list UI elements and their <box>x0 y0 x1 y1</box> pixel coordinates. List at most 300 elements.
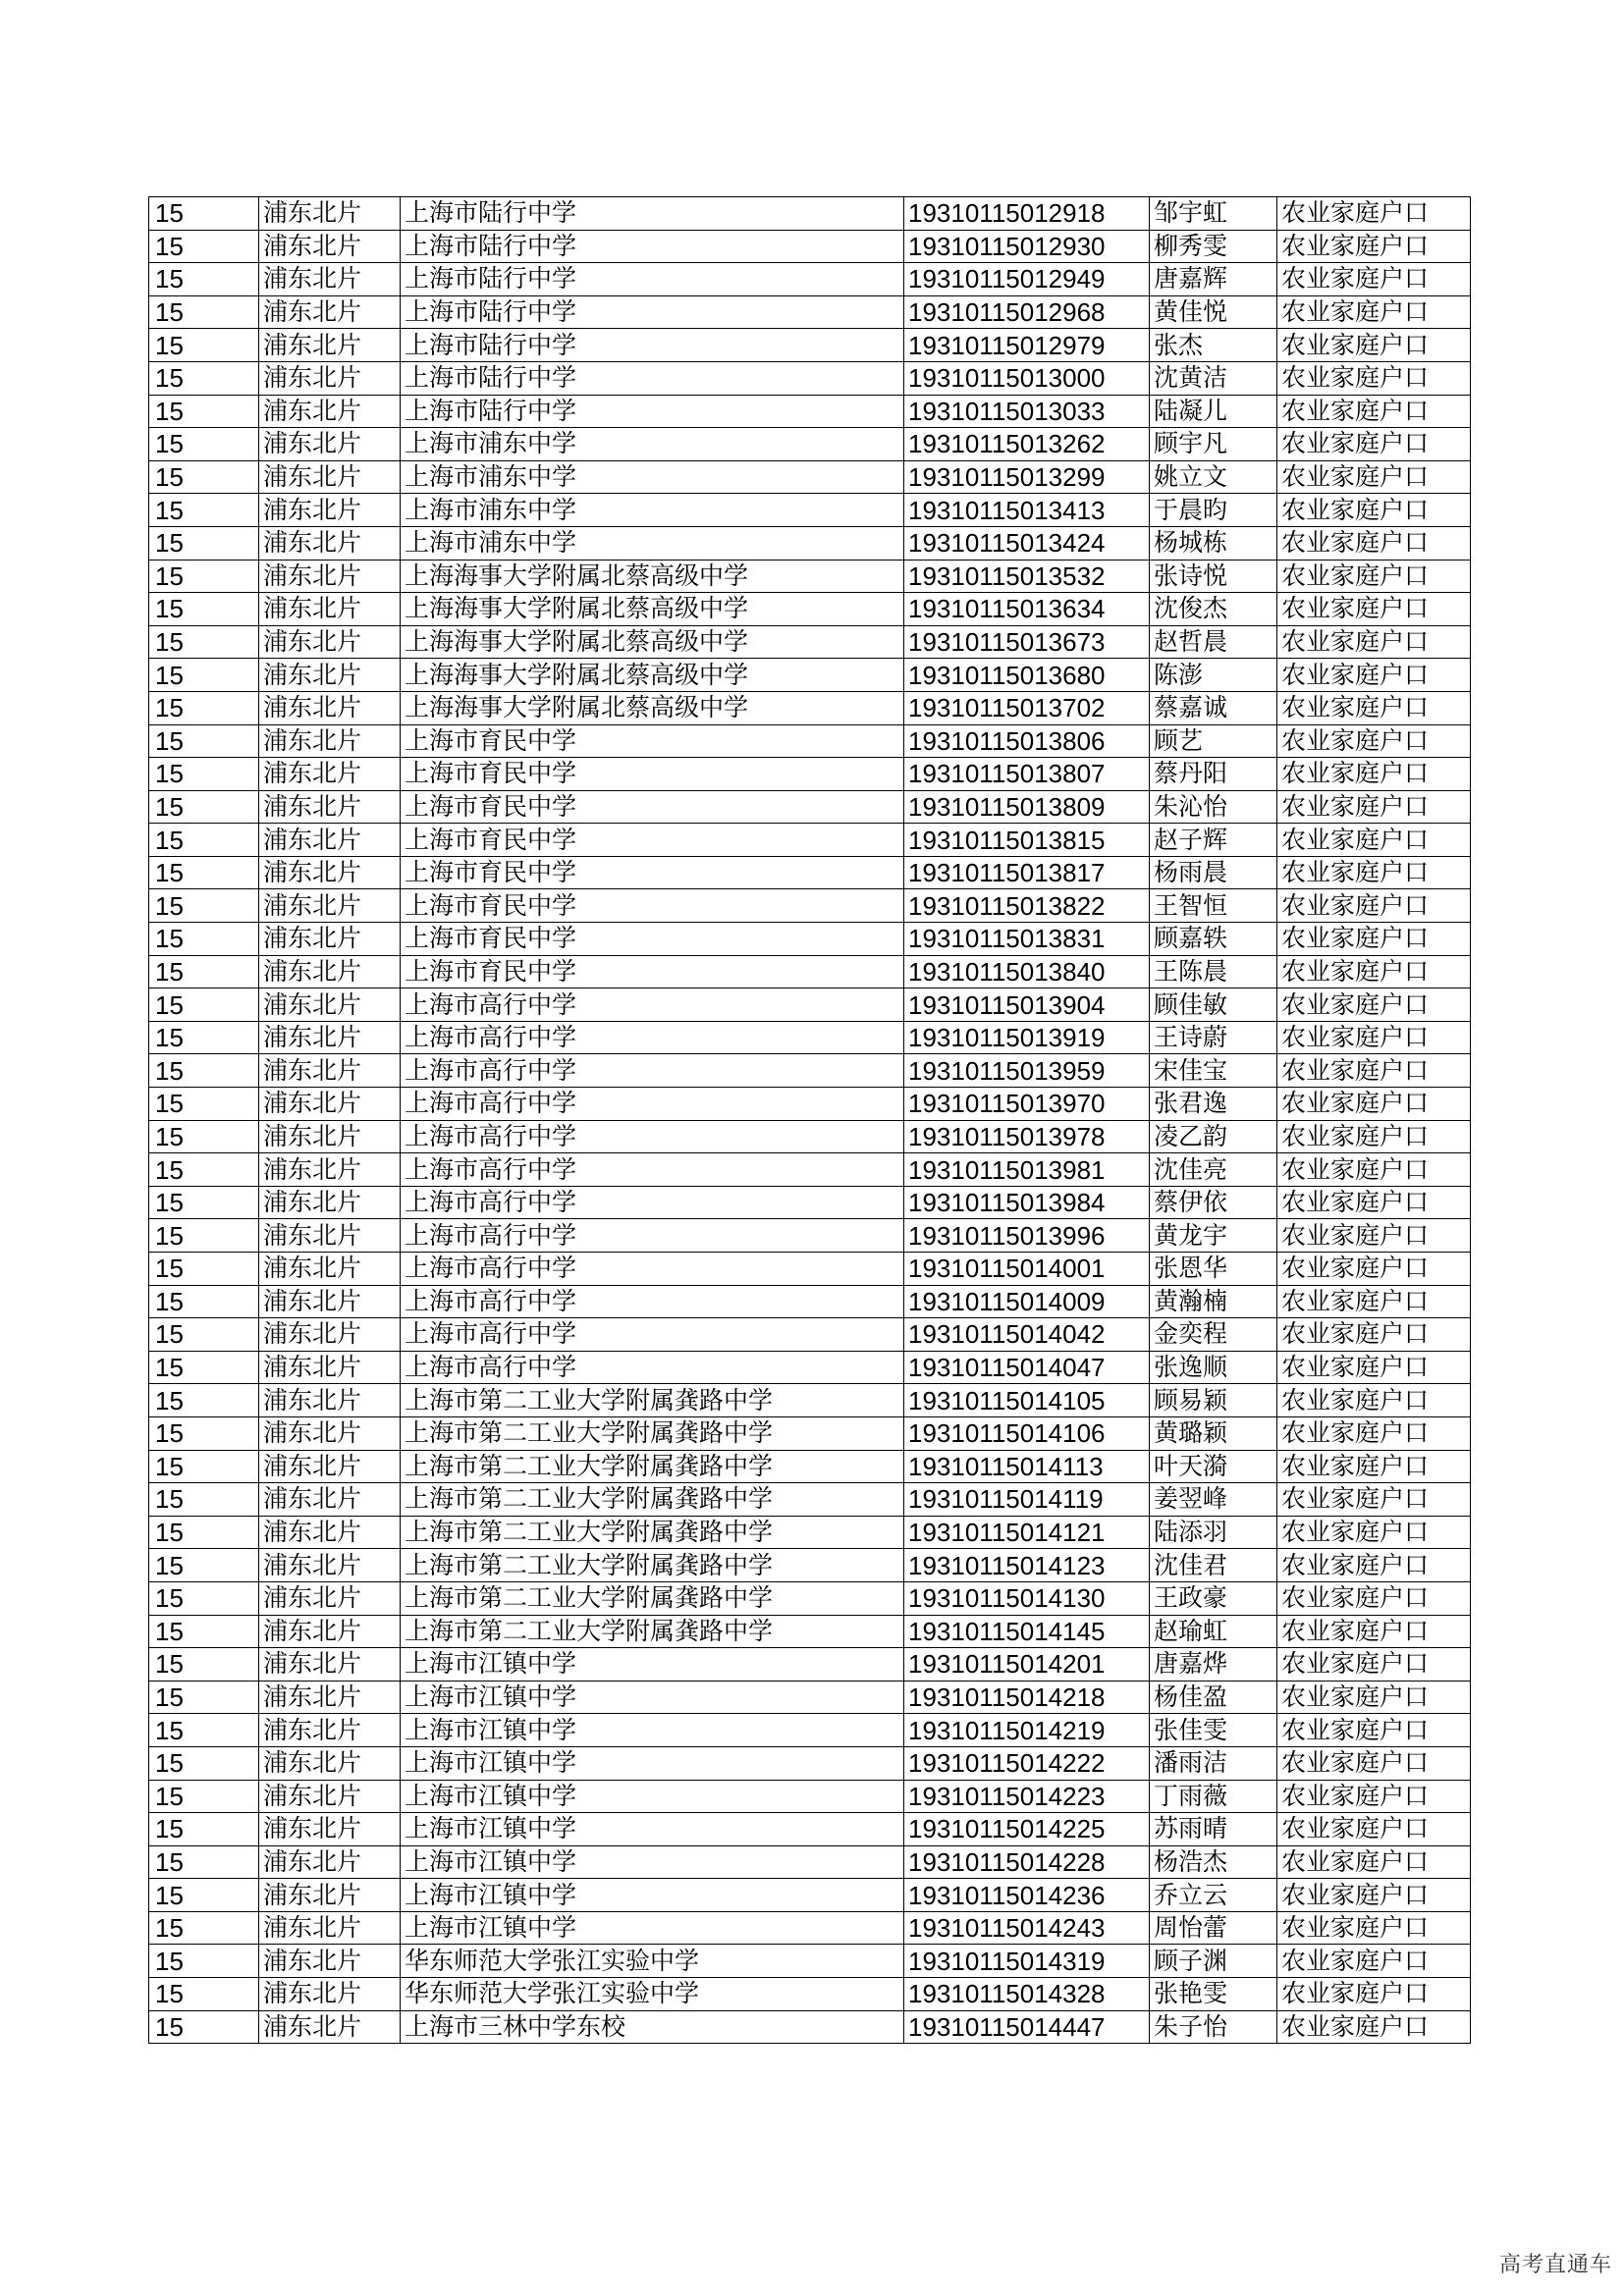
district-code-cell: 15 <box>149 1879 259 1912</box>
student-name-cell: 蔡伊依 <box>1150 1186 1277 1219</box>
district-code-cell: 15 <box>149 889 259 923</box>
district-code-cell: 15 <box>149 1219 259 1253</box>
table-row <box>149 526 1471 560</box>
school-cell: 上海市育民中学 <box>401 724 904 758</box>
household-type-cell: 农业家庭户口 <box>1277 1648 1471 1682</box>
school-cell: 上海海事大学附属北蔡高级中学 <box>401 560 904 593</box>
table-row <box>149 625 1471 659</box>
district-code-cell: 15 <box>149 1416 259 1450</box>
exam-number-cell: 19310115014243 <box>904 1911 1150 1945</box>
student-name-cell: 王诗蔚 <box>1150 1021 1277 1054</box>
table-row <box>149 1186 1471 1219</box>
table-row <box>149 395 1471 428</box>
household-type-cell: 农业家庭户口 <box>1277 230 1471 263</box>
school-cell: 上海海事大学附属北蔡高级中学 <box>401 625 904 659</box>
household-type-cell: 农业家庭户口 <box>1277 1813 1471 1846</box>
table-body <box>149 197 1471 2044</box>
exam-number-cell: 19310115014228 <box>904 1845 1150 1879</box>
household-type-cell: 农业家庭户口 <box>1277 1186 1471 1219</box>
exam-number-cell: 19310115014009 <box>904 1285 1150 1318</box>
exam-number-cell: 19310115013424 <box>904 526 1150 560</box>
district-code-cell: 15 <box>149 1813 259 1846</box>
student-name-cell: 唐嘉辉 <box>1150 263 1277 296</box>
household-type-cell: 农业家庭户口 <box>1277 1549 1471 1582</box>
table-row <box>149 1219 1471 1253</box>
district-code-cell: 15 <box>149 197 259 231</box>
student-name-cell: 陈澎 <box>1150 659 1277 692</box>
district-code-cell: 15 <box>149 1978 259 2011</box>
exam-number-cell: 19310115013033 <box>904 395 1150 428</box>
school-cell: 上海市陆行中学 <box>401 395 904 428</box>
household-type-cell: 农业家庭户口 <box>1277 1746 1471 1780</box>
school-cell: 上海市育民中学 <box>401 758 904 791</box>
exam-number-cell: 19310115013000 <box>904 361 1150 395</box>
student-name-cell: 邹宇虹 <box>1150 197 1277 231</box>
school-cell: 上海市江镇中学 <box>401 1879 904 1912</box>
exam-number-cell: 19310115013532 <box>904 560 1150 593</box>
table-row <box>149 1483 1471 1517</box>
student-name-cell: 叶天漪 <box>1150 1450 1277 1483</box>
student-name-cell: 蔡嘉诚 <box>1150 691 1277 724</box>
school-cell: 上海市育民中学 <box>401 790 904 824</box>
student-name-cell: 顾嘉轶 <box>1150 923 1277 956</box>
school-cell: 上海市高行中学 <box>401 1186 904 1219</box>
household-type-cell: 农业家庭户口 <box>1277 923 1471 956</box>
school-cell: 上海市第二工业大学附属龚路中学 <box>401 1416 904 1450</box>
student-name-cell: 杨城栋 <box>1150 526 1277 560</box>
area-cell: 浦东北片 <box>259 1088 401 1121</box>
student-name-cell: 黄佳悦 <box>1150 295 1277 329</box>
district-code-cell: 15 <box>149 1351 259 1384</box>
student-name-cell: 赵哲晨 <box>1150 625 1277 659</box>
school-cell: 上海市浦东中学 <box>401 494 904 527</box>
household-type-cell: 农业家庭户口 <box>1277 329 1471 362</box>
household-type-cell: 农业家庭户口 <box>1277 955 1471 988</box>
table-row <box>149 263 1471 296</box>
area-cell: 浦东北片 <box>259 1186 401 1219</box>
student-name-cell: 朱沁怡 <box>1150 790 1277 824</box>
student-name-cell: 顾子渊 <box>1150 1945 1277 1978</box>
table-row <box>149 1648 1471 1682</box>
student-name-cell: 张逸顺 <box>1150 1351 1277 1384</box>
district-code-cell: 15 <box>149 625 259 659</box>
district-code-cell: 15 <box>149 758 259 791</box>
district-code-cell: 15 <box>149 1911 259 1945</box>
school-cell: 上海市第二工业大学附属龚路中学 <box>401 1516 904 1549</box>
household-type-cell: 农业家庭户口 <box>1277 1978 1471 2011</box>
area-cell: 浦东北片 <box>259 1549 401 1582</box>
student-name-cell: 唐嘉烨 <box>1150 1648 1277 1682</box>
watermark-text: 高考直通车 <box>1498 2253 1612 2277</box>
school-cell: 上海市高行中学 <box>401 1054 904 1088</box>
household-type-cell: 农业家庭户口 <box>1277 659 1471 692</box>
area-cell: 浦东北片 <box>259 197 401 231</box>
household-type-cell: 农业家庭户口 <box>1277 1516 1471 1549</box>
table-row <box>149 1516 1471 1549</box>
exam-number-cell: 19310115014106 <box>904 1416 1150 1450</box>
table-row <box>149 988 1471 1022</box>
table-row <box>149 889 1471 923</box>
household-type-cell: 农业家庭户口 <box>1277 758 1471 791</box>
table-row <box>149 856 1471 889</box>
district-code-cell: 15 <box>149 1516 259 1549</box>
school-cell: 上海海事大学附属北蔡高级中学 <box>401 691 904 724</box>
exam-number-cell: 19310115012918 <box>904 197 1150 231</box>
district-code-cell: 15 <box>149 1780 259 1813</box>
table-row <box>149 691 1471 724</box>
district-code-cell: 15 <box>149 2010 259 2044</box>
area-cell: 浦东北片 <box>259 790 401 824</box>
table-row <box>149 923 1471 956</box>
area-cell: 浦东北片 <box>259 1780 401 1813</box>
household-type-cell: 农业家庭户口 <box>1277 1780 1471 1813</box>
student-name-cell: 金奕程 <box>1150 1318 1277 1352</box>
exam-number-cell: 19310115013702 <box>904 691 1150 724</box>
table-row <box>149 1978 1471 2011</box>
student-name-cell: 杨浩杰 <box>1150 1845 1277 1879</box>
exam-number-cell: 19310115014222 <box>904 1746 1150 1780</box>
area-cell: 浦东北片 <box>259 295 401 329</box>
area-cell: 浦东北片 <box>259 1681 401 1714</box>
school-cell: 上海市育民中学 <box>401 923 904 956</box>
table-row <box>149 1153 1471 1187</box>
exam-number-cell: 19310115014145 <box>904 1615 1150 1648</box>
exam-number-cell: 19310115012979 <box>904 329 1150 362</box>
exam-number-cell: 19310115013262 <box>904 428 1150 461</box>
school-cell: 上海市高行中学 <box>401 1285 904 1318</box>
district-code-cell: 15 <box>149 1186 259 1219</box>
area-cell: 浦东北片 <box>259 955 401 988</box>
household-type-cell: 农业家庭户口 <box>1277 1945 1471 1978</box>
table-row <box>149 1780 1471 1813</box>
table-row <box>149 1581 1471 1615</box>
student-name-cell: 沈佳君 <box>1150 1549 1277 1582</box>
school-cell: 上海海事大学附属北蔡高级中学 <box>401 593 904 626</box>
household-type-cell: 农业家庭户口 <box>1277 1054 1471 1088</box>
exam-number-cell: 19310115012930 <box>904 230 1150 263</box>
table-row <box>149 361 1471 395</box>
area-cell: 浦东北片 <box>259 395 401 428</box>
school-cell: 上海市高行中学 <box>401 1088 904 1121</box>
exam-number-cell: 19310115013673 <box>904 625 1150 659</box>
school-cell: 上海市第二工业大学附属龚路中学 <box>401 1450 904 1483</box>
household-type-cell: 农业家庭户口 <box>1277 395 1471 428</box>
school-cell: 上海市三林中学东校 <box>401 2010 904 2044</box>
student-name-cell: 朱子怡 <box>1150 2010 1277 2044</box>
district-code-cell: 15 <box>149 1845 259 1879</box>
table-row <box>149 1054 1471 1088</box>
table-row <box>149 1021 1471 1054</box>
household-type-cell: 农业家庭户口 <box>1277 1021 1471 1054</box>
student-name-cell: 顾佳敏 <box>1150 988 1277 1022</box>
student-name-cell: 黄龙宇 <box>1150 1219 1277 1253</box>
school-cell: 上海市育民中学 <box>401 824 904 857</box>
area-cell: 浦东北片 <box>259 1746 401 1780</box>
student-name-cell: 周怡蕾 <box>1150 1911 1277 1945</box>
household-type-cell: 农业家庭户口 <box>1277 1120 1471 1153</box>
area-cell: 浦东北片 <box>259 691 401 724</box>
exam-number-cell: 19310115014319 <box>904 1945 1150 1978</box>
table-row <box>149 560 1471 593</box>
table-row <box>149 593 1471 626</box>
student-name-cell: 柳秀雯 <box>1150 230 1277 263</box>
school-cell: 上海市江镇中学 <box>401 1813 904 1846</box>
school-cell: 上海海事大学附属北蔡高级中学 <box>401 659 904 692</box>
school-cell: 上海市育民中学 <box>401 889 904 923</box>
household-type-cell: 农业家庭户口 <box>1277 790 1471 824</box>
student-name-cell: 姜翌峰 <box>1150 1483 1277 1517</box>
household-type-cell: 农业家庭户口 <box>1277 625 1471 659</box>
exam-number-cell: 19310115014219 <box>904 1714 1150 1747</box>
household-type-cell: 农业家庭户口 <box>1277 1581 1471 1615</box>
area-cell: 浦东北片 <box>259 1384 401 1417</box>
exam-number-cell: 19310115014113 <box>904 1450 1150 1483</box>
area-cell: 浦东北片 <box>259 856 401 889</box>
household-type-cell: 农业家庭户口 <box>1277 460 1471 494</box>
exam-number-cell: 19310115013413 <box>904 494 1150 527</box>
area-cell: 浦东北片 <box>259 1021 401 1054</box>
area-cell: 浦东北片 <box>259 593 401 626</box>
exam-number-cell: 19310115014225 <box>904 1813 1150 1846</box>
district-code-cell: 15 <box>149 1549 259 1582</box>
district-code-cell: 15 <box>149 724 259 758</box>
district-code-cell: 15 <box>149 1615 259 1648</box>
area-cell: 浦东北片 <box>259 1615 401 1648</box>
school-cell: 华东师范大学张江实验中学 <box>401 1978 904 2011</box>
school-cell: 上海市江镇中学 <box>401 1911 904 1945</box>
household-type-cell: 农业家庭户口 <box>1277 1253 1471 1286</box>
exam-number-cell: 19310115012968 <box>904 295 1150 329</box>
district-code-cell: 15 <box>149 460 259 494</box>
table-row <box>149 1813 1471 1846</box>
district-code-cell: 15 <box>149 1483 259 1517</box>
exam-number-cell: 19310115013299 <box>904 460 1150 494</box>
household-type-cell: 农业家庭户口 <box>1277 295 1471 329</box>
student-name-cell: 赵子辉 <box>1150 824 1277 857</box>
table-row <box>149 460 1471 494</box>
district-code-cell: 15 <box>149 361 259 395</box>
area-cell: 浦东北片 <box>259 625 401 659</box>
area-cell: 浦东北片 <box>259 230 401 263</box>
school-cell: 上海市第二工业大学附属龚路中学 <box>401 1483 904 1517</box>
school-cell: 上海市高行中学 <box>401 1253 904 1286</box>
student-name-cell: 张艳雯 <box>1150 1978 1277 2011</box>
exam-number-cell: 19310115014105 <box>904 1384 1150 1417</box>
area-cell: 浦东北片 <box>259 1714 401 1747</box>
exam-number-cell: 19310115014001 <box>904 1253 1150 1286</box>
district-code-cell: 15 <box>149 988 259 1022</box>
admission-list-table <box>148 196 1471 2044</box>
table-row <box>149 1088 1471 1121</box>
area-cell: 浦东北片 <box>259 824 401 857</box>
exam-number-cell: 19310115014119 <box>904 1483 1150 1517</box>
school-cell: 上海市江镇中学 <box>401 1780 904 1813</box>
table-row <box>149 1253 1471 1286</box>
household-type-cell: 农业家庭户口 <box>1277 428 1471 461</box>
student-name-cell: 顾艺 <box>1150 724 1277 758</box>
exam-number-cell: 19310115014047 <box>904 1351 1150 1384</box>
student-name-cell: 潘雨洁 <box>1150 1746 1277 1780</box>
household-type-cell: 农业家庭户口 <box>1277 1714 1471 1747</box>
school-cell: 上海市浦东中学 <box>401 526 904 560</box>
table-row <box>149 1120 1471 1153</box>
table-row <box>149 1714 1471 1747</box>
exam-number-cell: 19310115014328 <box>904 1978 1150 2011</box>
district-code-cell: 15 <box>149 691 259 724</box>
exam-number-cell: 19310115014223 <box>904 1780 1150 1813</box>
student-name-cell: 沈佳亮 <box>1150 1153 1277 1187</box>
exam-number-cell: 19310115013807 <box>904 758 1150 791</box>
household-type-cell: 农业家庭户口 <box>1277 691 1471 724</box>
exam-number-cell: 19310115013817 <box>904 856 1150 889</box>
student-name-cell: 王政豪 <box>1150 1581 1277 1615</box>
exam-number-cell: 19310115013831 <box>904 923 1150 956</box>
area-cell: 浦东北片 <box>259 1054 401 1088</box>
district-code-cell: 15 <box>149 295 259 329</box>
student-name-cell: 姚立文 <box>1150 460 1277 494</box>
table-row <box>149 1746 1471 1780</box>
table-row <box>149 824 1471 857</box>
exam-number-cell: 19310115013981 <box>904 1153 1150 1187</box>
area-cell: 浦东北片 <box>259 1120 401 1153</box>
student-name-cell: 杨雨晨 <box>1150 856 1277 889</box>
student-name-cell: 陆添羽 <box>1150 1516 1277 1549</box>
exam-number-cell: 19310115013634 <box>904 593 1150 626</box>
area-cell: 浦东北片 <box>259 988 401 1022</box>
student-name-cell: 凌乙韵 <box>1150 1120 1277 1153</box>
area-cell: 浦东北片 <box>259 1285 401 1318</box>
area-cell: 浦东北片 <box>259 1581 401 1615</box>
district-code-cell: 15 <box>149 1450 259 1483</box>
area-cell: 浦东北片 <box>259 560 401 593</box>
area-cell: 浦东北片 <box>259 1153 401 1187</box>
school-cell: 上海市高行中学 <box>401 1318 904 1352</box>
student-name-cell: 王智恒 <box>1150 889 1277 923</box>
area-cell: 浦东北片 <box>259 1450 401 1483</box>
household-type-cell: 农业家庭户口 <box>1277 197 1471 231</box>
area-cell: 浦东北片 <box>259 659 401 692</box>
exam-number-cell: 19310115014201 <box>904 1648 1150 1682</box>
area-cell: 浦东北片 <box>259 1219 401 1253</box>
table-row <box>149 1615 1471 1648</box>
exam-number-cell: 19310115013959 <box>904 1054 1150 1088</box>
area-cell: 浦东北片 <box>259 923 401 956</box>
school-cell: 上海市高行中学 <box>401 1219 904 1253</box>
school-cell: 上海市江镇中学 <box>401 1845 904 1879</box>
household-type-cell: 农业家庭户口 <box>1277 1450 1471 1483</box>
area-cell: 浦东北片 <box>259 263 401 296</box>
school-cell: 上海市陆行中学 <box>401 329 904 362</box>
school-cell: 上海市江镇中学 <box>401 1714 904 1747</box>
district-code-cell: 15 <box>149 1021 259 1054</box>
household-type-cell: 农业家庭户口 <box>1277 560 1471 593</box>
table-row <box>149 1681 1471 1714</box>
district-code-cell: 15 <box>149 526 259 560</box>
table-row <box>149 1845 1471 1879</box>
household-type-cell: 农业家庭户口 <box>1277 2010 1471 2044</box>
exam-number-cell: 19310115013809 <box>904 790 1150 824</box>
school-cell: 上海市江镇中学 <box>401 1648 904 1682</box>
exam-number-cell: 19310115014130 <box>904 1581 1150 1615</box>
table-row <box>149 659 1471 692</box>
area-cell: 浦东北片 <box>259 1845 401 1879</box>
area-cell: 浦东北片 <box>259 1813 401 1846</box>
table-row <box>149 1285 1471 1318</box>
district-code-cell: 15 <box>149 428 259 461</box>
exam-number-cell: 19310115013970 <box>904 1088 1150 1121</box>
table-row <box>149 1549 1471 1582</box>
exam-number-cell: 19310115013840 <box>904 955 1150 988</box>
school-cell: 上海市江镇中学 <box>401 1681 904 1714</box>
student-name-cell: 于晨昀 <box>1150 494 1277 527</box>
district-code-cell: 15 <box>149 1253 259 1286</box>
school-cell: 上海市高行中学 <box>401 1153 904 1187</box>
student-name-cell: 沈俊杰 <box>1150 593 1277 626</box>
exam-number-cell: 19310115013822 <box>904 889 1150 923</box>
school-cell: 上海市高行中学 <box>401 1351 904 1384</box>
area-cell: 浦东北片 <box>259 758 401 791</box>
school-cell: 上海市第二工业大学附属龚路中学 <box>401 1549 904 1582</box>
student-name-cell: 蔡丹阳 <box>1150 758 1277 791</box>
exam-number-cell: 19310115013680 <box>904 659 1150 692</box>
area-cell: 浦东北片 <box>259 1879 401 1912</box>
school-cell: 上海市第二工业大学附属龚路中学 <box>401 1384 904 1417</box>
student-name-cell: 黄瀚楠 <box>1150 1285 1277 1318</box>
student-name-cell: 丁雨薇 <box>1150 1780 1277 1813</box>
area-cell: 浦东北片 <box>259 1253 401 1286</box>
table-row <box>149 1416 1471 1450</box>
district-code-cell: 15 <box>149 1384 259 1417</box>
district-code-cell: 15 <box>149 1681 259 1714</box>
school-cell: 上海市第二工业大学附属龚路中学 <box>401 1581 904 1615</box>
area-cell: 浦东北片 <box>259 1416 401 1450</box>
student-name-cell: 杨佳盈 <box>1150 1681 1277 1714</box>
school-cell: 华东师范大学张江实验中学 <box>401 1945 904 1978</box>
table-row <box>149 955 1471 988</box>
district-code-cell: 15 <box>149 560 259 593</box>
area-cell: 浦东北片 <box>259 1648 401 1682</box>
area-cell: 浦东北片 <box>259 1978 401 2011</box>
student-name-cell: 沈黄洁 <box>1150 361 1277 395</box>
household-type-cell: 农业家庭户口 <box>1277 593 1471 626</box>
district-code-cell: 15 <box>149 923 259 956</box>
table-row <box>149 428 1471 461</box>
student-name-cell: 宋佳宝 <box>1150 1054 1277 1088</box>
school-cell: 上海市浦东中学 <box>401 428 904 461</box>
household-type-cell: 农业家庭户口 <box>1277 1483 1471 1517</box>
exam-number-cell: 19310115013978 <box>904 1120 1150 1153</box>
student-name-cell: 张佳雯 <box>1150 1714 1277 1747</box>
district-code-cell: 15 <box>149 824 259 857</box>
household-type-cell: 农业家庭户口 <box>1277 856 1471 889</box>
exam-number-cell: 19310115013984 <box>904 1186 1150 1219</box>
household-type-cell: 农业家庭户口 <box>1277 361 1471 395</box>
district-code-cell: 15 <box>149 1153 259 1187</box>
exam-number-cell: 19310115013996 <box>904 1219 1150 1253</box>
student-name-cell: 王陈晨 <box>1150 955 1277 988</box>
area-cell: 浦东北片 <box>259 724 401 758</box>
district-code-cell: 15 <box>149 395 259 428</box>
exam-number-cell: 19310115012949 <box>904 263 1150 296</box>
household-type-cell: 农业家庭户口 <box>1277 1615 1471 1648</box>
school-cell: 上海市陆行中学 <box>401 361 904 395</box>
school-cell: 上海市高行中学 <box>401 1120 904 1153</box>
district-code-cell: 15 <box>149 790 259 824</box>
area-cell: 浦东北片 <box>259 494 401 527</box>
district-code-cell: 15 <box>149 1714 259 1747</box>
school-cell: 上海市育民中学 <box>401 856 904 889</box>
student-name-cell: 陆凝儿 <box>1150 395 1277 428</box>
